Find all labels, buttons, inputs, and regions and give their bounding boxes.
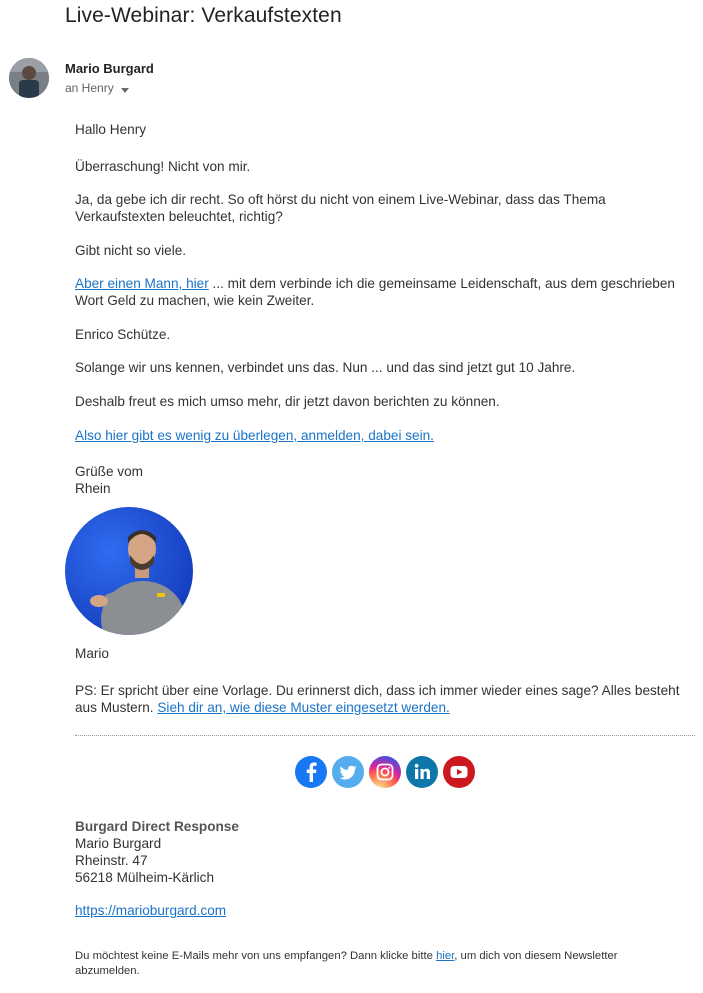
paragraph-1: Überraschung! Nicht von mir. [75,159,251,174]
divider [75,735,695,736]
recipient-label: an Henry [65,81,114,95]
footer-website [75,902,697,919]
ps-line-2: aus Mustern. [75,700,158,715]
paragraph-2-line-2: Verkaufstexten beleuchtet, richtig? [75,209,283,224]
patterns-link[interactable]: Sieh dir an, wie diese Muster eingesetzt werden. [157,700,450,715]
footer-address [75,818,697,886]
website-link[interactable]: https://marioburgard.com [75,903,227,918]
signature-name: Mario [75,646,109,661]
instagram-icon [369,756,401,788]
footer-city: 56218 Mülheim-Kärlich [75,870,215,885]
footer-company: Burgard Direct Response [75,819,239,834]
webinar-link-2[interactable]: Also hier gibt es wenig zu überlegen, anmelden, dabei sein. [75,428,434,443]
youtube-button[interactable] [443,756,475,788]
chevron-down-icon [121,82,129,96]
paragraph-3: Gibt nicht so viele. [75,243,187,258]
paragraph-4-line-2: Wort Geld zu machen, wie kein Zweiter. [75,293,315,308]
twitter-icon [332,756,364,788]
twitter-button[interactable] [332,756,364,788]
paragraph-2-line-1: Ja, da gebe ich dir recht. So oft hörst du nicht von einem Live-Webinar, dass das Thema [75,192,606,207]
unsubscribe-text-1: Du möchtest keine E-Mails mehr von uns empfangen? Dann klicke bitte [75,950,437,962]
facebook-button[interactable] [295,756,327,788]
closing-line-2: Rhein [75,481,111,496]
unsubscribe-text [75,949,697,979]
sender-photo [65,507,193,635]
recipient-dropdown[interactable] [65,81,129,96]
youtube-icon [443,756,475,788]
ps-paragraph [75,682,697,716]
paragraph-4-line-1: ... mit dem verbinde ich die gemeinsame Leidenschaft, aus dem geschrieben [208,276,675,291]
paragraph-7: Deshalb freut es mich umso mehr, dir jetzt davon berichten zu können. [75,394,500,409]
closing [75,463,697,497]
avatar-image [9,58,49,98]
instagram-button[interactable] [369,756,401,788]
paragraph-8 [75,427,697,444]
ps-line-1: PS: Er spricht über eine Vorlage. Du erinnerst dich, dass ich immer wieder eines sage? Alles besteht [75,683,680,698]
linkedin-button[interactable] [406,756,438,788]
paragraph-6: Solange wir uns kennen, verbindet uns das. Nun ... und das sind jetzt gut 10 Jahre. [75,360,576,375]
facebook-icon [295,756,327,788]
paragraph-2 [75,191,697,225]
sender-avatar[interactable] [9,58,49,98]
unsubscribe-text-2: , um dich von diesem Newsletter [454,950,618,962]
sender-name: Mario Burgard [65,61,154,76]
footer-street: Rheinstr. 47 [75,853,148,868]
paragraph-4 [75,275,697,309]
greeting: Hallo Henry [75,122,147,137]
paragraph-5: Enrico Schütze. [75,327,171,342]
linkedin-icon [406,756,438,788]
footer-name: Mario Burgard [75,836,162,851]
webinar-link-1[interactable]: Aber einen Mann, hier [75,276,209,291]
closing-line-1: Grüße vom [75,464,143,479]
unsubscribe-line-2: abzumelden. [75,965,140,977]
email-subject: Live-Webinar: Verkaufstexten [65,4,342,27]
unsubscribe-link[interactable]: hier [436,950,455,962]
